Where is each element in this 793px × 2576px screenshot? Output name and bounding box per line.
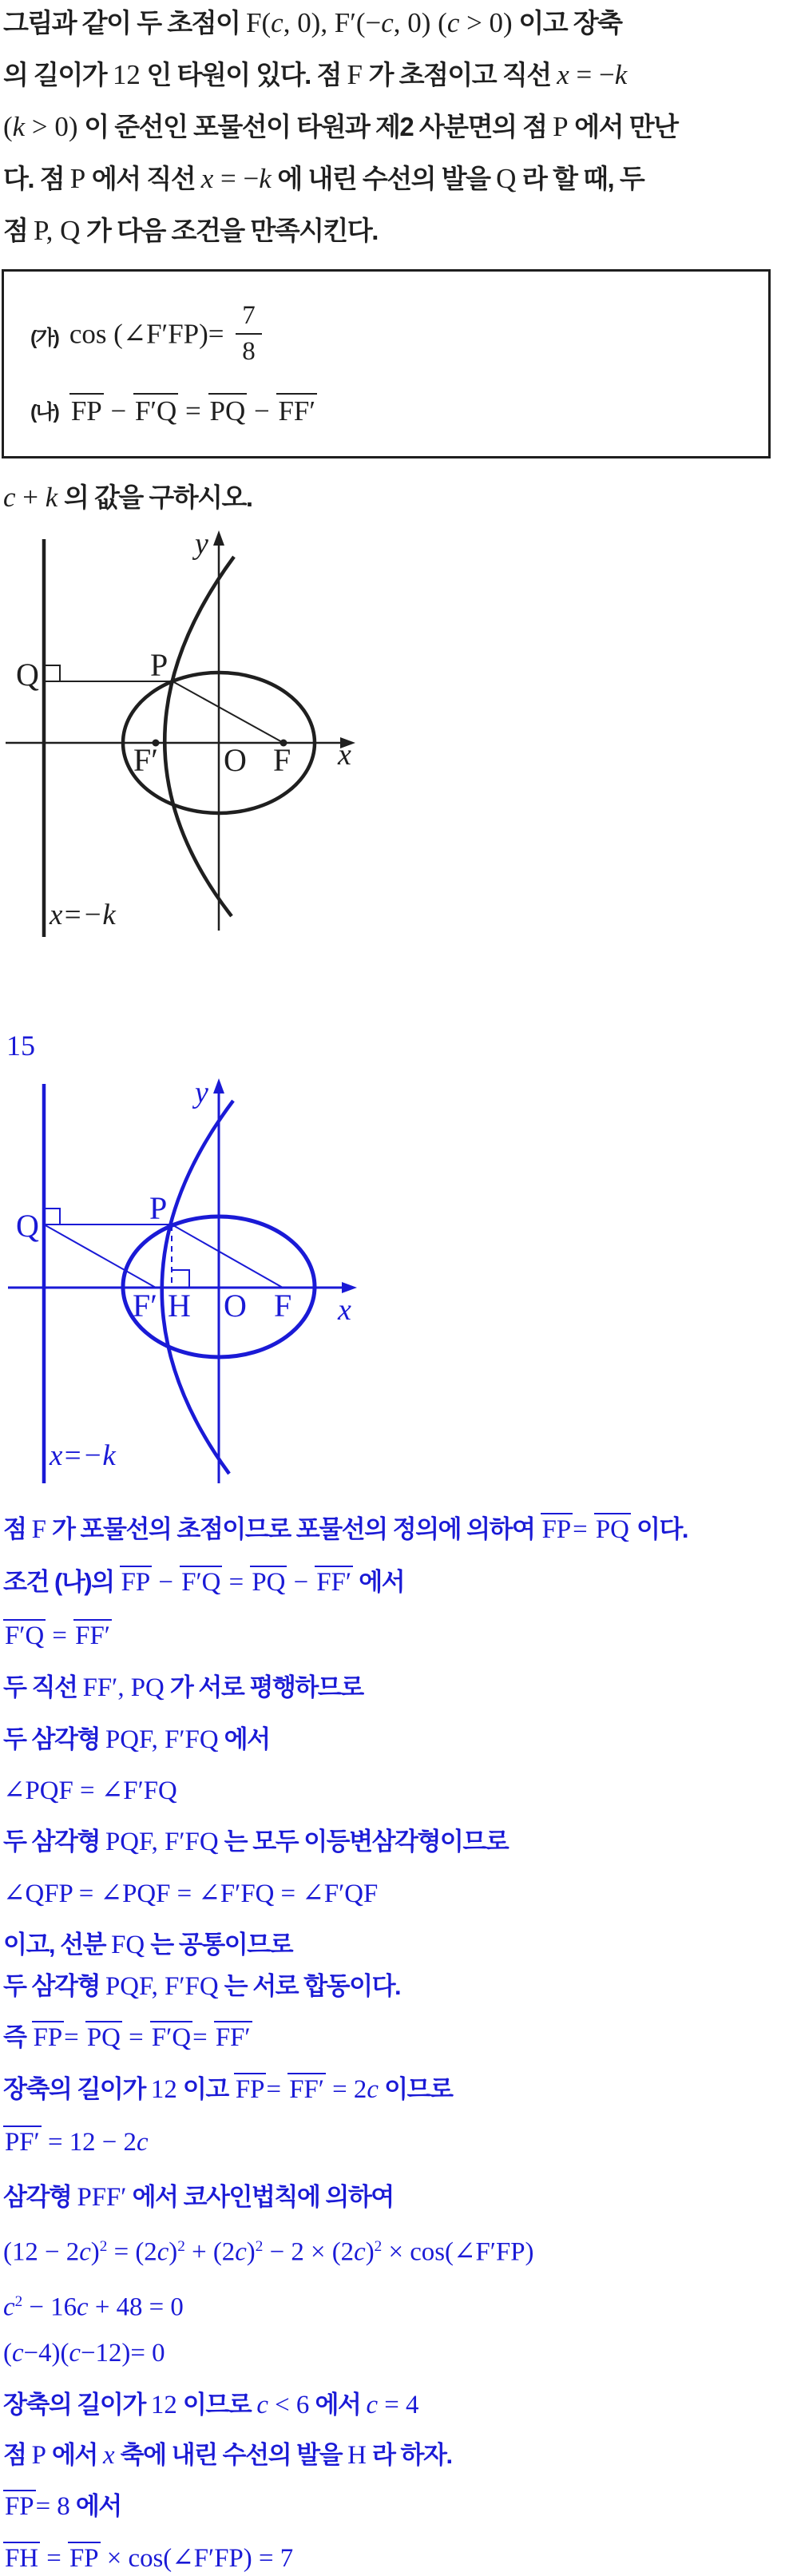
label-q: Q xyxy=(16,657,39,693)
solution-line: 이고, 선분 FQ 는 공통이므로 xyxy=(3,1931,293,1959)
solution-line: FP= 8 에서 xyxy=(3,2489,121,2524)
parabola xyxy=(165,557,234,916)
label-q: Q xyxy=(16,1208,39,1244)
figure-1 xyxy=(0,527,367,943)
label-fprime: F′ xyxy=(133,1288,157,1324)
solution-line: ∠QFP = ∠PQF = ∠F′FQ = ∠F′QF xyxy=(3,1879,379,1908)
right-angle-mark-q xyxy=(44,1209,60,1224)
solution-line: $c^2 - 16c + 48 = 0$ xyxy=(3,2292,184,2322)
solution-line: 두 삼각형 PQF, F′FQ 에서 xyxy=(3,1725,270,1754)
label-directrix: x=−k xyxy=(50,899,116,931)
question-line: c + k 의 값을 구하시오. xyxy=(3,482,252,513)
label-o: O xyxy=(224,742,247,778)
label-x: x xyxy=(338,1293,351,1327)
condition-box xyxy=(2,269,771,458)
x-axis-arrow xyxy=(342,1282,357,1293)
solution-line: 삼각형 PFF′ 에서 코사인법칙에 의하여 xyxy=(3,2183,394,2212)
label-x: x xyxy=(338,738,351,772)
label-h: H xyxy=(168,1288,191,1324)
label-y: y xyxy=(195,527,208,561)
solution-line: 두 직선 FF′, PQ 가 서로 평행하므로 xyxy=(3,1673,363,1702)
condition-ga xyxy=(30,301,267,369)
problem-line: (k > 0) 이 준선인 포물선이 타원과 제2 사분면의 점 P 에서 만난 xyxy=(3,111,678,142)
solution-line: PF′ = 12 − 2c xyxy=(3,2125,149,2160)
problem-line: 의 길이가 12 인 타원이 있다. 점 F 가 초점이고 직선 x = −k xyxy=(3,59,628,90)
label-y: y xyxy=(195,1078,208,1109)
condition-ga-formula: cos (∠F′FP)= $\frac{7}{8}$ xyxy=(69,304,267,369)
solution-line: $(12 - 2c)^2 = (2c)^2 + (2c)^2 - 2 \times (2c)^2$ × cos(∠F′FP) xyxy=(3,2237,534,2267)
solution-line: F′Q = FF′ xyxy=(3,1618,112,1653)
problem-line: 다. 점 P 에서 직선 x = −k 에 내린 수선의 발을 Q 라 할 때, 두 xyxy=(3,163,644,194)
solution-line: 점 P 에서 x 축에 내린 수선의 발을 H 라 하자. xyxy=(3,2441,452,2470)
solution-line: FH = FP × cos(∠F′FP) = 7 xyxy=(3,2541,293,2576)
condition-na xyxy=(30,393,317,427)
solution-line: ∠PQF = ∠F′FQ xyxy=(3,1776,177,1805)
solution-line: 두 삼각형 PQF, F′FQ 는 모두 이등변삼각형이므로 xyxy=(3,1828,509,1856)
condition-ga-label: (가) xyxy=(30,327,58,349)
label-o: O xyxy=(224,1288,247,1324)
segment-pf xyxy=(172,1224,283,1288)
condition-na-label: (나) xyxy=(30,400,58,423)
solution-line: (c−4)(c−12)= 0 xyxy=(3,2339,165,2368)
label-p: P xyxy=(150,647,169,683)
label-p: P xyxy=(149,1190,168,1226)
figure-2 xyxy=(0,1078,367,1490)
segment-qfprime xyxy=(44,1224,156,1288)
solution-line: 점 F 가 포물선의 초점이므로 포물선의 정의에 의하여 FP= PQ 이다. xyxy=(3,1512,688,1547)
label-directrix: x=−k xyxy=(50,1439,116,1472)
solution-line: 즉 FP= PQ = F′Q= FF′ xyxy=(3,2020,252,2055)
solution-line: 장축의 길이가 12 이므로 c < 6 에서 c = 4 xyxy=(3,2391,419,2419)
label-f: F xyxy=(273,742,291,778)
label-fprime: F′ xyxy=(133,742,158,778)
answer-number: 15 xyxy=(6,1030,35,1062)
solution-line: 장축의 길이가 12 이고 FP= FF′ = 2c 이므로 xyxy=(3,2072,452,2107)
label-f: F xyxy=(274,1288,292,1324)
segment-pf xyxy=(172,681,283,743)
condition-na-formula: FP − F′Q = PQ − FF′ xyxy=(69,393,317,427)
solution-line: 조건 (나)의 FP − F′Q = PQ − FF′ 에서 xyxy=(3,1565,404,1600)
problem-line: 점 P, Q 가 다음 조건을 만족시킨다. xyxy=(3,215,378,246)
y-axis-arrow xyxy=(213,530,224,546)
problem-line: 그림과 같이 두 초점이 F(c, 0), F′(−c, 0) (c > 0) 이고 장축 xyxy=(3,7,622,38)
right-angle-mark-h xyxy=(172,1270,189,1288)
solution-line: 두 삼각형 PQF, F′FQ 는 서로 합동이다. xyxy=(3,1972,401,2001)
y-axis-arrow xyxy=(213,1078,224,1094)
right-angle-mark-q xyxy=(44,665,60,681)
